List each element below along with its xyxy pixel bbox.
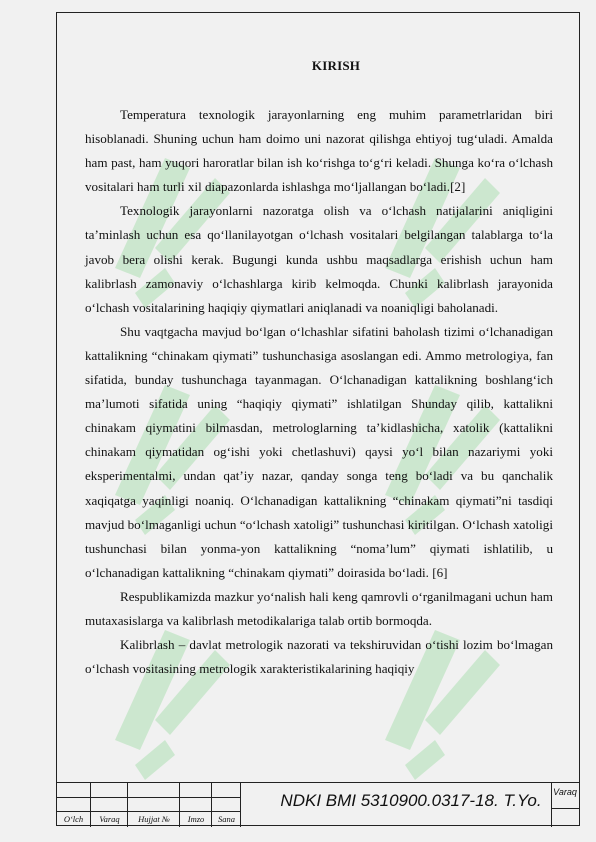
title-block [56,782,580,826]
page-title: KIRISH [311,58,361,73]
stamp-col-hujjat: Hujjat № [138,814,170,824]
paragraph: Shu vaqtgacha mavjud bo‘lgan o‘lchashlar sifatini baholash tizimi o‘lchanadigan kattalikning “chinakam qiymati” tushunchasiga asoslangan edi. Ammo metrologiya, fan sifatida, bunday tushunchaga tayanmagan. O‘lchanadigan kattalikning boshlang‘ich ma’lumoti sifatida uning “haqiqiy qiymati” ishlatilgan Shunday qilib, kattalikni chinakam qiymatini bilmasdan, metrologlarning ta’kidlashicha, xatolik (kattalikni chinakam qiymatidan og‘ishi yoki chetlashuvi) qaysi yo‘l bilan nazariymi yoki eksperimentalmi, undan qat’iy nazar, qanday songa teng bo‘ladi va bu qanchalik xaqiqatga yaqinligi noaniq. O‘lchanadigan kattalikning “chinakam qiymati”ni tasdiqi mavjud bo‘lmaganligi uchun “o‘lchash xatoligi” tushunchasi kiritilgan. O‘lchash xatoligi tushunchasi bilan yonma-yon kattalikning “noma’lum” qiymati ishlatilib, u o‘lchanadigan kattalikning “chinakam qiymati” doirasida bo‘ladi. [6] [85,323,553,580]
document-number: NDKI BMI 5310900.0317-18. T.Yo. [280,791,542,810]
paragraph: Kalibrlash – davlat metrologik nazorati va tekshiruvidan o‘tishi lozim bo‘lmagan o‘lchash vositasining metrologik xarakteristikalarining haqiqiy [85,637,553,677]
paragraph: Texnologik jarayonlarni nazoratga olish va o‘lchash natijalarini aniqligini ta’minlash uchun esa qo‘llanilayotgan o‘lchash vositalari belgilangan talablarga to‘la javob bera olishi kerak. Bugungi kunda ushbu maqsadlarga erishish uchun ham kalibrlash zamonaviy o‘lchashlarga kirib kelmoqda. Chunki kalibrlash jarayonida o‘lchash vositalarining haqiqiy qiymatlari aniqlanadi va noaniqligi baholanadi. [85,203,553,315]
stamp-col-varaq: Varaq [99,814,120,824]
stamp-col-olch: O‘lch [63,814,84,824]
stamp-col-sana: Sana [218,814,235,824]
paragraph: Temperatura texnologik jarayonlarning eng muhim parametrlaridan biri hisoblanadi. Shuning uchun ham doimo uni nazorat qilishga ehtiyoj tug‘uladi. Amalda ham past, ham yuqori haroratlar bilan ish ko‘rishga to‘g‘ri keladi. Shunga ko‘ra o‘lchash vositalari ham turli xil diapazonlarda ishlashga mo‘ljallangan bo‘ladi.[2] [85,107,553,195]
document-body [85,103,553,681]
stamp-col-imzo: Imzo [187,814,205,824]
paragraph: Respublikamizda mazkur yo‘nalish hali keng qamrovli o‘rganilmagani uchun ham mutaxasislarga va kalibrlash metodikalariga talab ortib bormoqda. [85,588,553,628]
sheet-label: Varaq [553,787,577,797]
